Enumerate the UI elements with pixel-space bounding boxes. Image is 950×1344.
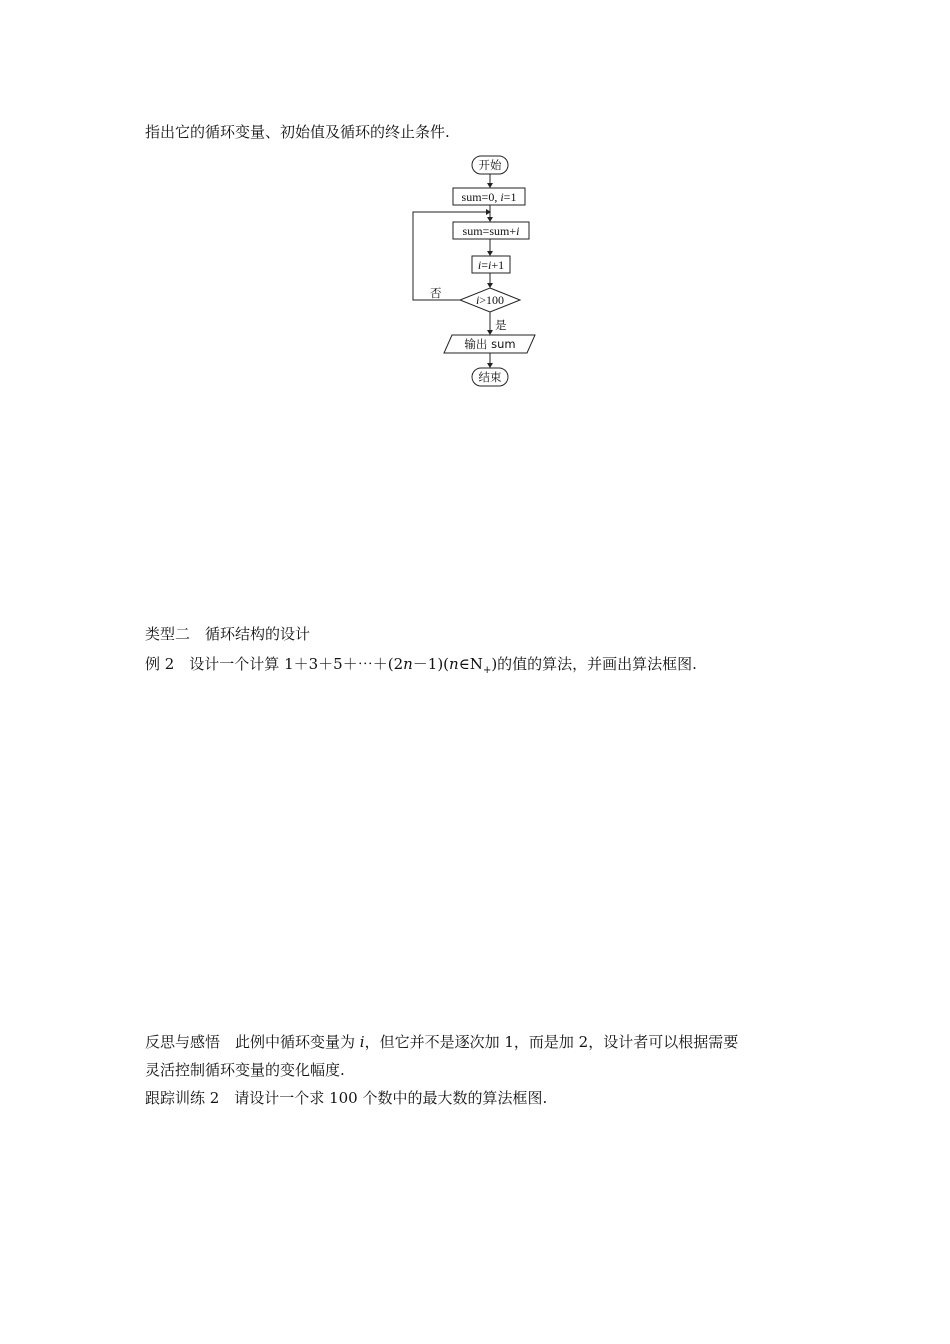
practice-2: 跟踪训练 2 请设计一个求 100 个数中的最大数的算法框图. [145, 1089, 548, 1107]
increment-label: i=i+1 [477, 258, 505, 272]
section-heading: 类型二 循环结构的设计 [145, 625, 311, 643]
reflection-line-2: 灵活控制循环变量的变化幅度. [145, 1061, 345, 1079]
init-label: sum=0, i=1 [461, 190, 517, 204]
reflection-line-1: 反思与感悟 此例中循环变量为 i，但它并不是逐次加 1，而是加 2，设计者可以根据需要 [145, 1033, 739, 1051]
start-label: 开始 [478, 158, 502, 172]
output-label: 输出 sum [464, 337, 516, 351]
yes-label: 是 [495, 318, 507, 332]
example-2: 例 2 设计一个计算 $1+3+5+\cdots+(2n-1)(n\in N_+)$的值的算法，并画出算法框图. [145, 655, 697, 676]
intro-text: 指出它的循环变量、初始值及循环的终止条件. [145, 123, 450, 141]
end-label: 结束 [478, 370, 502, 384]
loop-flowchart [400, 150, 560, 395]
condition-label: i>100 [475, 293, 505, 307]
no-label: 否 [430, 286, 442, 300]
accumulate-label: sum=sum+i [462, 224, 520, 238]
